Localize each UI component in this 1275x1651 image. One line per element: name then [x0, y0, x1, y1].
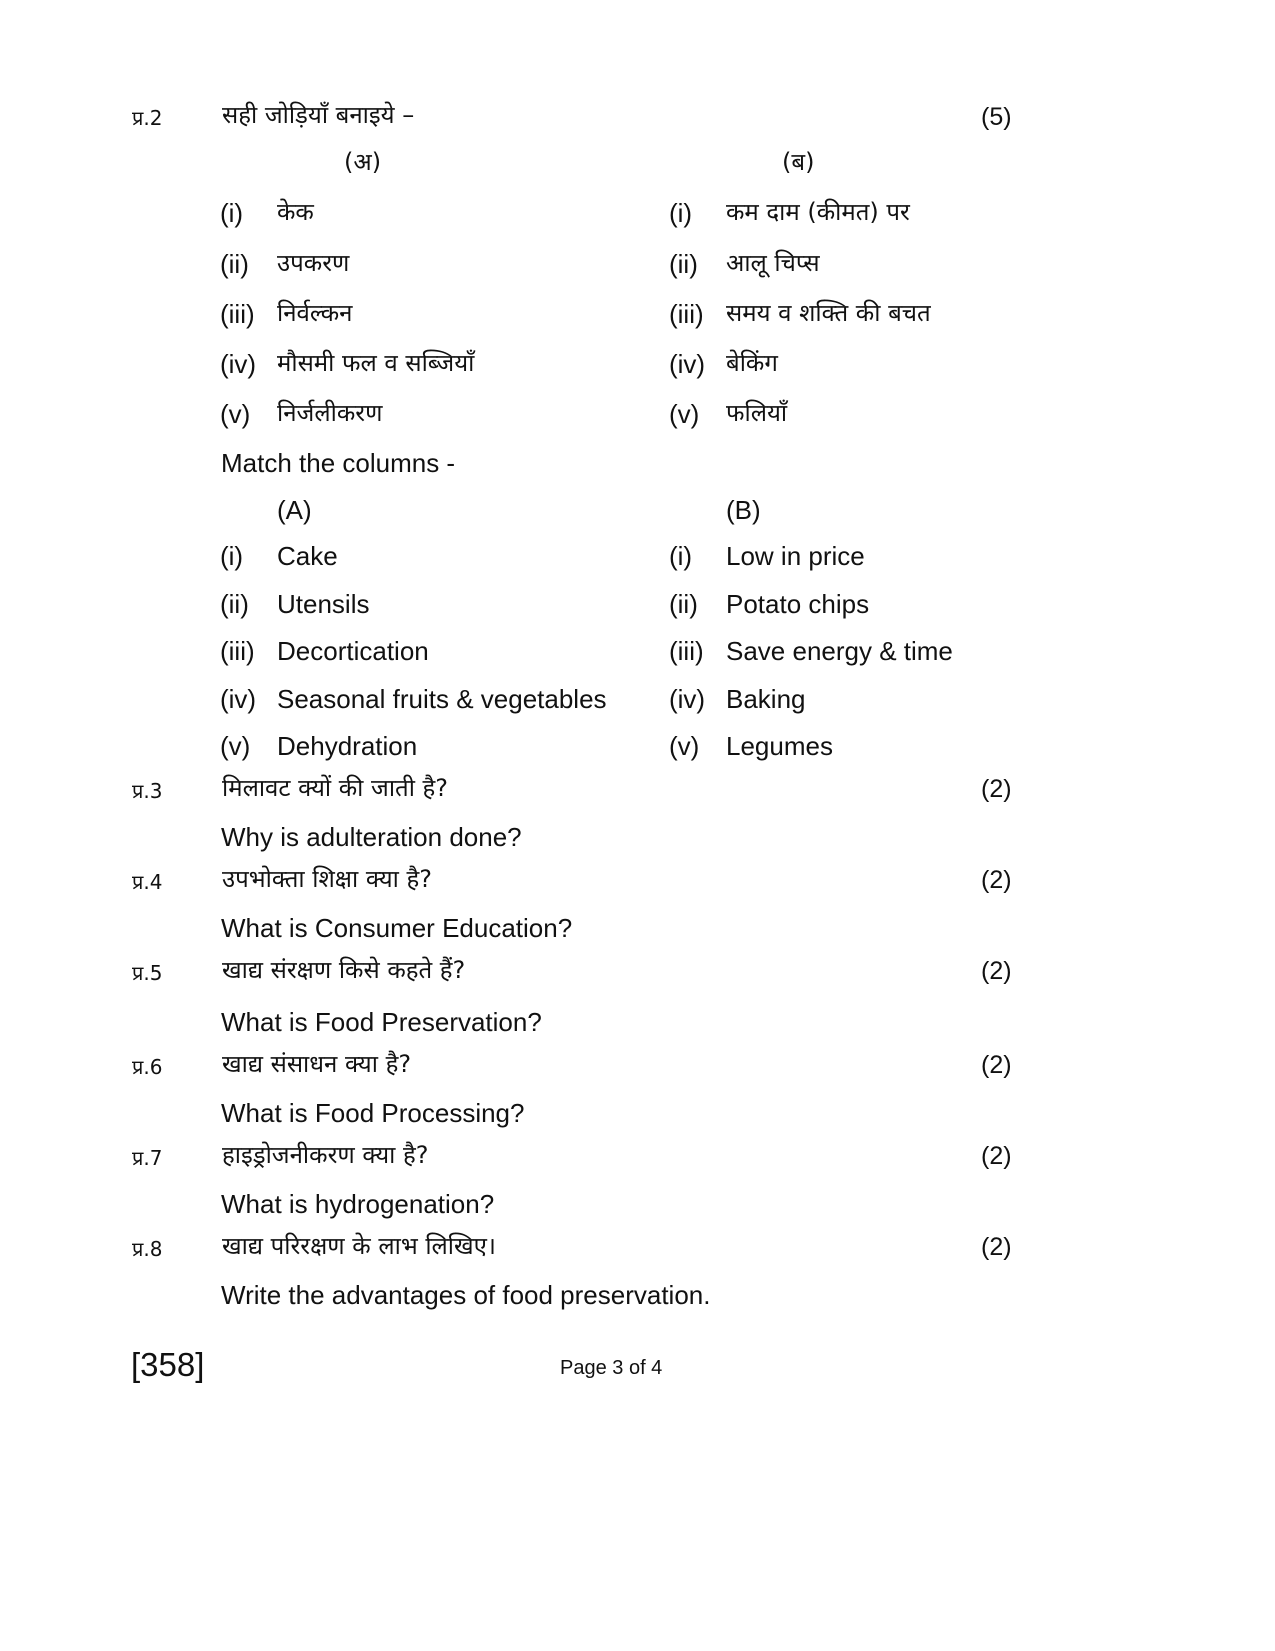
row-a-number: (iii)	[220, 636, 255, 666]
question-text-hindi: उपभोक्ता शिक्षा क्या है?	[222, 865, 432, 893]
question-text-hindi: खाद्य संसाधन क्या है?	[222, 1050, 412, 1078]
row-b-text: Potato chips	[726, 589, 870, 619]
row-a-number: (ii)	[220, 249, 249, 279]
row-b-text: कम दाम (कीमत) पर	[726, 198, 910, 226]
row-a-text: मौसमी फल व सब्जियाँ	[277, 349, 475, 377]
row-b-number: (i)	[669, 541, 693, 571]
paper-code: [358]	[131, 1346, 205, 1383]
question-number: प्र.6	[132, 1055, 163, 1079]
marks: (2)	[981, 866, 1012, 894]
row-a-text: निर्जलीकरण	[277, 399, 383, 427]
row-b-text: Legumes	[726, 731, 833, 761]
row-a-number: (i)	[220, 541, 244, 571]
row-a-text: उपकरण	[277, 249, 350, 277]
row-a-number: (ii)	[220, 589, 249, 619]
marks: (5)	[981, 103, 1012, 131]
row-a-text: Decortication	[277, 636, 429, 666]
question-text-english: What is Food Preservation?	[221, 1007, 542, 1037]
row-b-text: फलियाँ	[726, 399, 788, 427]
question-number: प्र.4	[132, 870, 163, 894]
question-text-hindi: खाद्य संरक्षण किसे कहते हैं?	[222, 956, 466, 984]
row-a-number: (v)	[220, 731, 251, 761]
question-number: प्र.8	[132, 1237, 163, 1261]
row-a-number: (v)	[220, 399, 251, 429]
row-b-number: (i)	[669, 198, 693, 228]
row-b-number: (ii)	[669, 589, 698, 619]
row-a-number: (i)	[220, 198, 244, 228]
column-b-heading-english: (B)	[726, 495, 761, 525]
column-a-heading-hindi: (अ)	[344, 148, 382, 176]
row-b-text: आलू चिप्स	[726, 249, 820, 277]
question-text-english: What is Consumer Education?	[221, 913, 573, 943]
row-b-number: (ii)	[669, 249, 698, 279]
row-b-text: Baking	[726, 684, 806, 714]
question-text-hindi: हाइड्रोजनीकरण क्या है?	[222, 1141, 429, 1169]
question-text-english: What is hydrogenation?	[221, 1189, 495, 1219]
row-b-number: (iv)	[669, 684, 706, 714]
row-b-number: (iii)	[669, 636, 704, 666]
row-b-text: Save energy & time	[726, 636, 953, 666]
marks: (2)	[981, 1051, 1012, 1079]
column-a-heading-english: (A)	[277, 495, 312, 525]
question-number: प्र.5	[132, 961, 163, 985]
row-b-number: (iv)	[669, 349, 706, 379]
question-text-hindi: मिलावट क्यों की जाती है?	[222, 774, 449, 802]
row-b-text: Low in price	[726, 541, 865, 571]
row-b-number: (v)	[669, 399, 700, 429]
row-a-text: Dehydration	[277, 731, 418, 761]
column-b-heading-hindi: (ब)	[782, 148, 815, 176]
question-text-english: What is Food Processing?	[221, 1098, 525, 1128]
row-a-text: Cake	[277, 541, 338, 571]
page-number: Page 3 of 4	[560, 1357, 663, 1379]
question-text-english: Why is adulteration done?	[221, 822, 522, 852]
question-text-hindi: खाद्य परिरक्षण के लाभ लिखिए।	[222, 1232, 497, 1260]
question-number: प्र.3	[132, 779, 163, 803]
row-b-number: (iii)	[669, 299, 704, 329]
marks: (2)	[981, 1142, 1012, 1170]
row-b-text: बेकिंग	[726, 349, 778, 377]
marks: (2)	[981, 1233, 1012, 1261]
row-a-text: Seasonal fruits & vegetables	[277, 684, 607, 714]
question-text-english: Write the advantages of food preservation.	[221, 1280, 711, 1310]
question-text-english: Match the columns -	[221, 448, 456, 478]
row-b-number: (v)	[669, 731, 700, 761]
row-a-text: Utensils	[277, 589, 370, 619]
row-a-number: (iii)	[220, 299, 255, 329]
row-a-text: निर्वल्कन	[277, 299, 353, 327]
marks: (2)	[981, 957, 1012, 985]
marks: (2)	[981, 775, 1012, 803]
question-number: प्र.7	[132, 1146, 163, 1170]
question-number: प्र.2	[132, 106, 163, 130]
row-a-number: (iv)	[220, 684, 257, 714]
row-a-number: (iv)	[220, 349, 257, 379]
question-text-hindi: सही जोड़ियाँ बनाइये –	[222, 101, 415, 129]
row-a-text: केक	[277, 198, 314, 226]
row-b-text: समय व शक्ति की बचत	[726, 299, 931, 327]
